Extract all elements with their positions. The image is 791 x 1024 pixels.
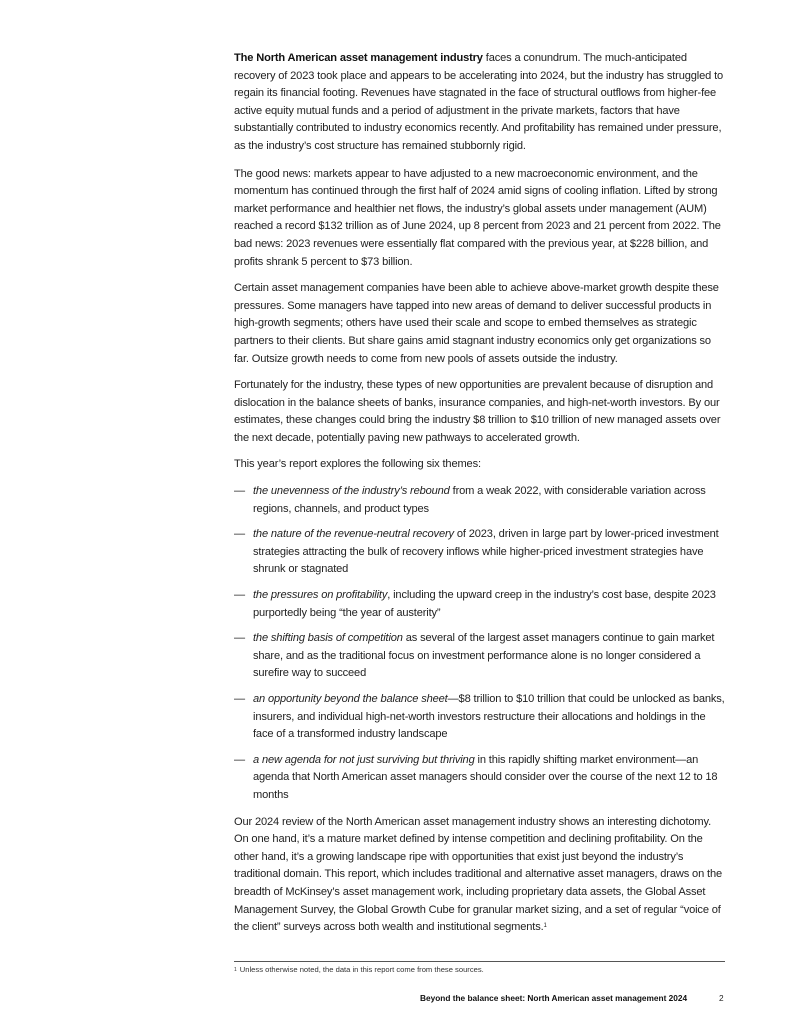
list-item [234, 526, 728, 579]
footnote-divider [234, 961, 725, 962]
list-item [234, 691, 728, 744]
list-item [234, 483, 728, 518]
paragraph-growth: Certain asset management companies have been able to achieve above-market growth despite these pressures. Some managers have tapped into new areas of demand to deliver successful products in high-growth segments; others have used their scale and scope to embed themselves as strategic partners to their clients. But share gains amid stagnant industry economics only get organizations so far. Outsize growth needs to come from new pools of assets outside the industry. [234, 282, 719, 365]
theme-italic: the nature of the revenue-neutral recovery [253, 528, 454, 541]
theme-text: , including the upward creep in the industry’s cost base, despite 2023 purportedly being “the year of austerity” [253, 589, 716, 619]
theme-text: as several of the largest asset managers continue to gain market share, and as the traditional focus on investment performance alone is no longer considered a surefire way to succeed [253, 632, 715, 680]
theme-text: in this rapidly shifting market environment—an agenda that North American asset managers should consider over the course of the next 12 to 18 months [253, 753, 718, 801]
dash-marker: — [234, 693, 245, 705]
footer-title: Beyond the balance sheet: North American asset management 2024 [420, 993, 688, 1003]
dash-marker: — [234, 632, 245, 645]
footnote-marker: 1 [234, 967, 237, 973]
theme-italic: the pressures on profitability [253, 589, 388, 602]
paragraph-opportunities: Fortunately for the industry, these types of new opportunities are prevalent because of disruption and dislocation in the balance sheets of banks, insurance companies, and high-net-worth investors. By our estimates, these changes could bring the industry $8 trillion to $10 trillion of new managed assets over the next decade, potentially paving new pathways to accelerated growth. [234, 379, 721, 444]
theme-italic: the shifting basis of competition [253, 632, 403, 645]
list-item [234, 587, 728, 622]
dash-marker: — [234, 528, 245, 541]
theme-text: —$8 trillion to $10 trillion that could be unlocked as banks, insurers, and individual high-net-worth investors restructure their allocations and holdings in the face of a transformed industry landscape [253, 693, 725, 741]
dash-marker: — [234, 485, 245, 498]
closing-paragraph [234, 814, 728, 937]
report-body [234, 50, 728, 946]
footnote [234, 965, 725, 975]
theme-italic: a new agenda for not just surviving but thriving [253, 753, 475, 766]
paragraph-themes-intro: This year’s report explores the following six themes: [234, 458, 481, 471]
themes-list [234, 483, 728, 805]
closing-text: Our 2024 review of the North American asset management industry shows an interesting dichotomy. On one hand, it’s a mature market defined by intense competition and declining profitability. On the other hand, it’s a growing landscape ripe with opportunities that exist just beyond the industry’s traditional domain. This report, which includes traditional and alternative asset managers, draws on the breadth of McKinsey’s asset management work, including proprietary data assets, the Global Asset Management Survey, the Global Growth Cube for granular market sizing, and a set of regular “voice of the client” surveys across both wealth and institutional segments. [234, 815, 723, 934]
paragraph-good-news: The good news: markets appear to have adjusted to a new macroeconomic environment, and the momentum has continued through the first half of 2024 amid signs of cooling inflation. Lifted by strong market performance and healthier net flows, the industry’s global assets under management (AUM) reached a record $132 trillion as of June 2024, up 8 percent from 2023 and 21 percent from 2022. The bad news: 2023 revenues were essentially flat compared with the previous year, at $228 billion, and profits shrank 5 percent to $73 billion. [234, 167, 721, 268]
list-item [234, 630, 728, 683]
page-number: 2 [719, 993, 724, 1003]
theme-italic: an opportunity beyond the balance sheet [253, 693, 448, 705]
theme-text: of 2023, driven in large part by lower-priced investment strategies attracting the bulk of recovery inflows while higher-priced investment strategies have shrunk or stagnated [253, 528, 719, 576]
theme-italic: the unevenness of the industry’s rebound [253, 485, 450, 498]
list-item [234, 752, 728, 805]
dash-marker: — [234, 753, 245, 766]
footnote-text: Unless otherwise noted, the data in this report come from these sources. [239, 965, 484, 974]
dash-marker: — [234, 589, 245, 602]
intro-text: faces a conundrum. The much-anticipated recovery of 2023 took place and appears to be accelerating into 2024, but the industry has struggled to regain its financial footing. Revenues have stagnated in the face of structural outflows from higher-fee active equity mutual funds and a period of adjustment in the private markets, factors that have substantially contributed to industry economics recently. And profitability has remained under pressure, as the industry’s cost structure has remained stubbornly rigid. [234, 52, 724, 152]
intro-lead: The North American asset management industry [234, 52, 483, 64]
intro-paragraph [234, 50, 728, 156]
footnote-reference[interactable]: 1 [543, 923, 547, 930]
theme-text: from a weak 2022, with considerable variation across regions, channels, and product types [253, 485, 706, 515]
